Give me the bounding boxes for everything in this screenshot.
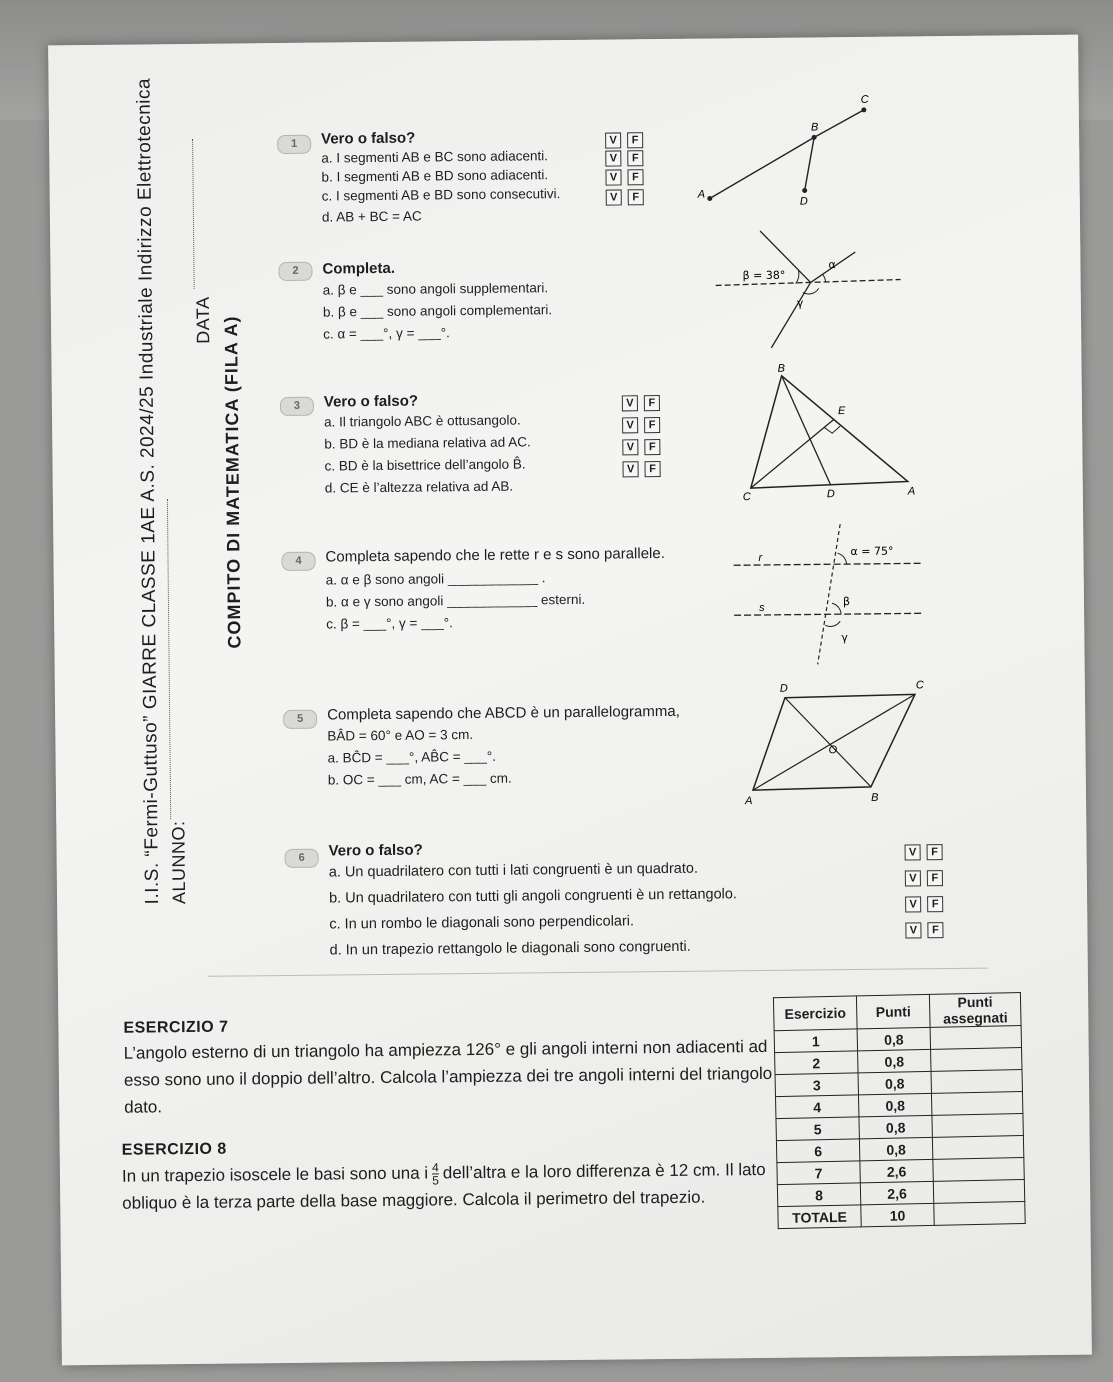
true-false-boxes[interactable] [605,132,643,148]
true-box[interactable]: V [623,461,639,477]
cell-assigned[interactable] [934,1201,1025,1225]
cell-points: 2,6 [860,1181,933,1205]
cell-points: 0,8 [858,1071,931,1095]
fraction-denominator: 5 [432,1173,439,1188]
student-name-label: ALUNNO: [168,820,190,905]
angle-label: γ [841,631,848,645]
column-header: Punti assegnati [929,993,1021,1028]
question-number-badge: 2 [278,262,312,281]
point-label: B [777,362,785,375]
cell-exercise: TOTALE [778,1205,861,1229]
q2-item: b. β e ___ sono angoli complementari. [322,302,553,320]
false-box[interactable]: F [927,922,943,938]
cell-exercise: 3 [775,1073,858,1097]
point-label: A [697,188,706,201]
false-box[interactable]: F [644,439,660,455]
true-box[interactable]: V [605,169,621,185]
cell-assigned[interactable] [930,1026,1021,1050]
line-label: s [758,601,765,615]
cell-assigned[interactable] [933,1179,1024,1203]
student-name-line [167,499,172,819]
cell-exercise: 6 [776,1139,859,1163]
q2-angles-figure [710,221,911,353]
true-false-boxes[interactable] [905,922,943,938]
false-box[interactable]: F [627,132,643,148]
q4-title: Completa sapendo che le rette r e s sono parallele. [325,544,665,566]
exam-sheet [48,35,1092,1366]
cell-assigned[interactable] [931,1069,1022,1093]
point-label: B [810,121,819,134]
score-table [773,992,1026,1229]
q6-item: c. In un rombo le diagonali sono perpendicolari. [329,913,635,933]
false-box[interactable]: F [627,150,643,166]
q1-title: Vero o falso? [321,129,416,148]
cell-exercise: 2 [775,1051,858,1075]
q3-item: b. BD è la mediana relativa ad AC. [324,434,531,452]
cell-assigned[interactable] [932,1135,1023,1159]
q2-title: Completa. [322,259,396,278]
exercise-8-text-b: dell’altra e la loro differenza è 12 cm. Il lato obliquo è la terza parte della base maggiore. Calcola il perimetro del trapezio. [122,1159,766,1213]
cell-exercise: 8 [777,1183,860,1207]
date-label: DATA [192,296,214,344]
exam-title: COMPITO DI MATEMATICA (FILA A) [220,315,245,649]
table-header-row [773,993,1021,1031]
q1-item: c. I segmenti AB e BD sono consecutivi. [321,186,561,204]
cell-assigned[interactable] [931,1091,1022,1115]
false-box[interactable]: F [644,395,660,411]
true-false-boxes[interactable] [606,189,644,205]
point-label: D [799,195,808,208]
exercise-7-title: ESERCIZIO 7 [123,1018,229,1037]
cell-exercise: 7 [777,1161,860,1185]
cell-exercise: 5 [776,1117,859,1141]
exercise-7-text: L’angolo esterno di un triangolo ha ampiezza 126° e gli angoli interni non adiacenti ad esso sono uno il doppio dell’altro. Calcola l’ampiezza dei tre angoli interni del triangolo dato. [123,1036,773,1117]
exercise-8-text [122,1156,803,1217]
cell-points: 0,8 [857,1027,930,1051]
true-false-boxes[interactable] [905,896,943,912]
q4-item: c. β = ___°, γ = ___°. [326,615,453,632]
cell-assigned[interactable] [931,1048,1022,1072]
q5-item: a. BĈD = ___°, AB̂C = ___°. [327,748,497,766]
q6-title: Vero o falso? [328,841,423,860]
q3-item: d. CE è l’altezza relativa ad AB. [324,478,514,496]
false-box[interactable]: F [927,844,943,860]
q3-triangle-figure [741,361,917,503]
true-box[interactable]: V [622,395,638,411]
exercise-8-text-a: In un trapezio isoscele le basi sono una i [121,1163,429,1186]
q4-parallel-lines-figure [728,518,930,670]
false-box[interactable]: F [628,189,644,205]
q2-item: a. β e ___ sono angoli supplementari. [322,280,549,298]
q1-item: a. I segmenti AB e BC sono adiacenti. [321,148,549,166]
cell-assigned[interactable] [932,1113,1023,1137]
true-box[interactable]: V [622,439,638,455]
question-number-badge: 1 [277,135,311,154]
q6-item: a. Un quadrilatero con tutti i lati congruenti è un quadrato. [328,860,699,881]
angle-label: β = 38° [742,268,786,283]
question-number-badge: 5 [283,710,317,729]
cell-points: 2,6 [860,1159,933,1183]
q1-segments-figure [689,92,890,214]
cell-points: 0,8 [858,1093,931,1117]
cell-points: 0,8 [859,1137,932,1161]
q4-item: b. α e γ sono angoli ____________ esterni. [325,591,586,610]
point-label: A [907,485,916,498]
point-label: C [742,491,751,504]
true-false-boxes[interactable] [622,395,660,411]
cell-points: 10 [861,1203,934,1227]
false-box[interactable]: F [927,896,943,912]
point-label: D [826,488,835,501]
exercise-8-title: ESERCIZIO 8 [121,1140,227,1159]
true-box[interactable]: V [605,132,621,148]
column-header: Esercizio [773,996,857,1031]
true-false-boxes[interactable] [605,169,643,185]
cell-points: 0,8 [858,1049,931,1073]
fraction [432,1161,439,1186]
q4-item: a. α e β sono angoli ____________ . [325,570,546,588]
point-label: B [870,791,879,804]
point-label: E [837,405,846,418]
table-total-row [778,1201,1025,1228]
true-box[interactable]: V [606,189,622,205]
cell-assigned[interactable] [933,1157,1024,1181]
angle-label: γ [796,296,804,310]
false-box[interactable]: F [644,417,660,433]
q1-item: b. I segmenti AB e BD sono adiacenti. [321,167,549,185]
school-header: I.I.S. “Fermi-Guttuso” GIARRE CLASSE 1AE A.S. 2024/25 Industriale Indirizzo Elettrotecnica [133,77,164,905]
true-false-boxes[interactable] [623,461,661,477]
q5-title: Completa sapendo che ABCD è un parallelogramma, [327,702,680,724]
q6-item: d. In un trapezio rettangolo le diagonali sono congruenti. [329,938,691,959]
true-box[interactable]: V [905,844,921,860]
q5-item: b. OC = ___ cm, AC = ___ cm. [327,770,512,788]
false-box[interactable]: F [627,169,643,185]
angle-label: α [828,258,836,272]
q5-given: BÂD = 60° e AO = 3 cm. [327,727,474,744]
true-false-boxes[interactable] [905,870,943,886]
date-line [192,139,196,289]
q6-item: b. Un quadrilatero con tutti gli angoli congruenti è un rettangolo. [328,886,738,907]
separator-line [208,968,988,977]
q3-item: a. Il triangolo ABC è ottusangolo. [323,412,521,430]
true-false-boxes[interactable] [622,439,660,455]
true-false-boxes[interactable] [905,844,943,860]
column-header: Punti [856,994,930,1029]
fraction-numerator: 4 [432,1160,439,1175]
q1-item: d. AB + BC = AC [321,208,422,225]
true-box[interactable]: V [605,150,621,166]
false-box[interactable]: F [927,870,943,886]
cell-exercise: 1 [774,1029,857,1053]
point-label: A [745,795,753,808]
true-box[interactable]: V [905,896,921,912]
true-box[interactable]: V [622,417,638,433]
q3-title: Vero o falso? [323,392,419,411]
line-label: r [758,551,763,565]
true-box[interactable]: V [905,870,921,886]
q2-item: c. α = ___°, γ = ___°. [323,325,450,342]
q5-parallelogram-figure [740,676,941,808]
true-false-boxes[interactable] [622,417,660,433]
q3-item: c. BD è la bisettrice dell’angolo B̂. [324,456,526,474]
question-number-badge: 4 [281,552,315,571]
cell-points: 0,8 [859,1115,932,1139]
point-label: C [915,679,924,692]
true-box[interactable]: V [905,922,921,938]
question-number-badge: 3 [280,397,314,416]
angle-label: α = 75° [850,544,894,559]
point-label: O [828,744,838,757]
false-box[interactable]: F [645,461,661,477]
cell-exercise: 4 [775,1095,858,1119]
question-number-badge: 6 [285,849,319,868]
true-false-boxes[interactable] [605,150,643,166]
point-label: C [860,93,869,106]
point-label: D [779,682,788,695]
angle-label: β [842,595,851,609]
